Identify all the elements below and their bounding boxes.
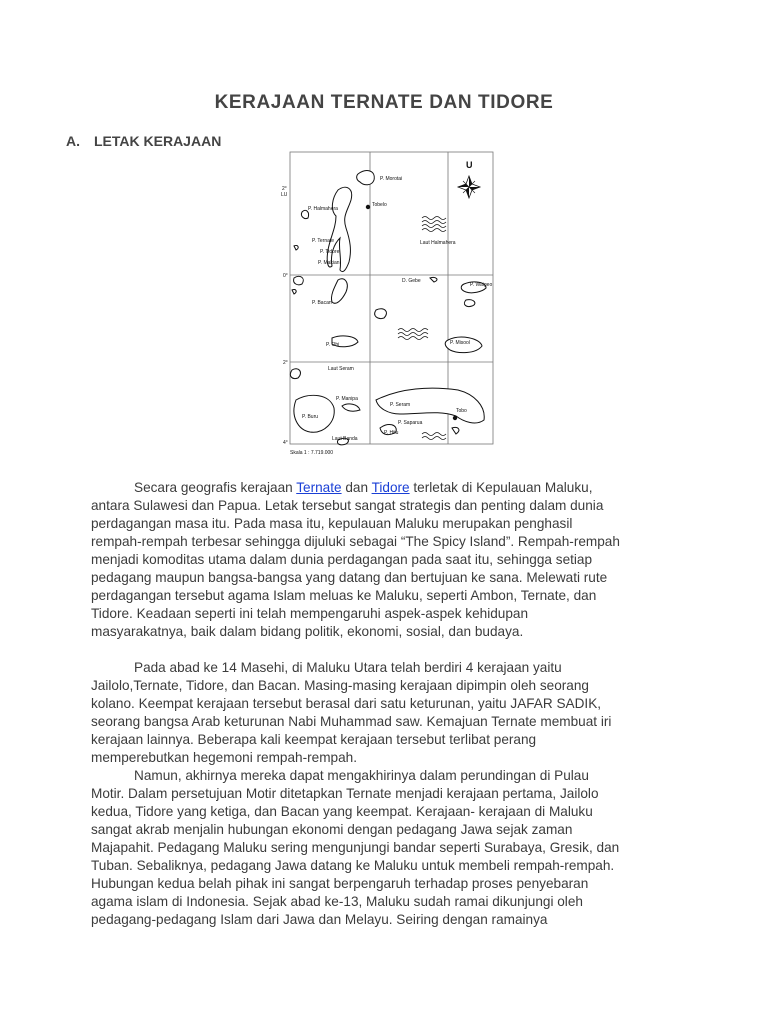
tobelo-marker <box>366 205 370 209</box>
p2-line-2: Jailolo,Ternate, Tidore, dan Bacan. Masing-masing kerajaan dipimpin oleh seorang <box>91 678 589 693</box>
p3-line-7: Hubungan kedua belah pihak ini sangat berpengaruh terhadap proses penyebaran <box>91 876 589 891</box>
p3-line-6: Tuban. Sebaliknya, pedagang Jawa datang ke Maluku untuk membeli rempah-rempah. <box>91 858 615 873</box>
small-island-w3 <box>294 276 304 284</box>
label-manipa: P. Manipa <box>336 396 358 402</box>
label-laut-seram: Laut Seram <box>328 366 354 372</box>
body-text <box>91 479 691 929</box>
label-gebe: D. Gebe <box>402 278 421 284</box>
manipa-island <box>342 404 360 411</box>
p3-line-3: kedua, Tidore yang ketiga, dan Bacan yang keempat. Kerajaan- kerajaan di Maluku <box>91 804 593 819</box>
page-title: KERAJAAN TERNATE DAN TIDORE <box>214 92 554 113</box>
section-number: A. <box>66 133 80 149</box>
label-laut-halmahera: Laut Halmahera <box>420 240 456 246</box>
p2-line-6: memperebutkan hegemoni rempah-rempah. <box>91 750 357 765</box>
maluku-map <box>280 150 495 460</box>
small-island-sw <box>290 369 300 379</box>
p3-line-8: agama islam di Indonesia. Sejak abad ke-13, Maluku sudah ramai dikunjungi oleh <box>91 894 583 909</box>
p3-line-4: sangat akrab menjalin hubungan ekonomi dengan pedagang Jawa sejak zaman <box>91 822 573 837</box>
p2-line-5: kerajaan lainnya. Beberapa kali keempat kerajaan tersebut terlibat perang <box>91 732 537 747</box>
p3-line-1: Namun, akhirnya mereka dapat mengakhirinya dalam perundingan di Pulau <box>134 768 589 783</box>
tobo-marker <box>453 416 457 420</box>
paragraph-1 <box>91 479 691 641</box>
morotai-island <box>357 171 375 185</box>
label-tidore: P. Tidore <box>320 249 340 255</box>
p1-line-5: menjadi komoditas utama dalam dunia perdagangan pada saat itu, sehingga setiap <box>91 552 593 567</box>
small-island-c3 <box>464 300 474 307</box>
map-figure <box>280 150 495 460</box>
label-hitu: P. Hitu <box>384 430 399 436</box>
label-ternate: P. Ternate <box>312 238 335 244</box>
label-laut-banda: Laut Banda <box>332 436 358 442</box>
label-misool: P. Misool <box>450 340 470 346</box>
p1-line-2: antara Sulawesi dan Papua. Letak tersebut sangat strategis dan penting dalam dunia <box>91 498 604 513</box>
label-halmahera: P. Halmahera <box>308 206 338 212</box>
small-island-c2 <box>430 277 437 282</box>
p1-line-1: Secara geografis kerajaan Ternate dan Tidore terletak di Kepulauan Maluku, <box>134 480 593 495</box>
paragraph-3 <box>91 767 691 929</box>
p1-line-4: rempah-rempah terbesar sehingga dijuluki sebagai “The Spicy Island”. Rempah-rempah <box>91 534 620 549</box>
p3-line-2: Motir. Dalam persetujuan Motir ditetapkan Ternate menjadi kerajaan pertama, Jailolo <box>91 786 599 801</box>
label-obi: P. Obi <box>326 342 340 348</box>
latitude-labels <box>281 186 288 446</box>
label-saparua: P. Saparua <box>398 420 423 426</box>
p1-line-8: Tidore. Keadaan seperti ini telah mempengaruhi aspek-aspek kehidupan <box>91 606 529 621</box>
section-heading-label: LETAK KERAJAAN <box>94 133 222 149</box>
bacan-island <box>331 279 347 304</box>
small-island-w4 <box>292 289 296 294</box>
label-bacan: P. Bacan <box>312 300 332 306</box>
ternate-link[interactable]: Ternate <box>296 480 342 495</box>
small-island-w2 <box>294 245 298 250</box>
p1-line-9: masyarakatnya, baik dalam bidang politik, ekonomi, sosial, dan budaya. <box>91 624 524 639</box>
p2-line-3: kolano. Keempat kerajaan tersebut berasal dari satu keturunan, yaitu JAFAR SADIK, <box>91 696 602 711</box>
p2-line-1: Pada abad ke 14 Masehi, di Maluku Utara telah berdiri 4 kerajaan yaitu <box>134 660 562 675</box>
lat-label-2s: 2° <box>283 360 288 366</box>
p3-line-9: pedagang-pedagang Islam dari Jawa dan Melayu. Seiring dengan ramainya <box>91 912 548 927</box>
north-label: U <box>466 160 473 170</box>
lat-label-4s: 4° <box>283 440 288 446</box>
label-waigeo: P. Waigeo <box>470 282 493 288</box>
p1-line-6: pedagang maupun bangsa-bangsa yang datang dan bertujuan ke sana. Melewati rute <box>91 570 608 585</box>
small-island-se <box>452 427 459 434</box>
p3-line-5: Majapahit. Pedagang Maluku sering mengunjungi bandar seperti Surabaya, Gresik, dan <box>91 840 620 855</box>
label-seram: P. Seram <box>390 402 411 408</box>
label-morotai: P. Morotai <box>380 176 403 182</box>
map-scale: Skala 1 : 7.719.000 <box>290 450 334 456</box>
p2-line-4: seorang bangsa Arab keturunan Nabi Muhammad saw. Kemajuan Ternate membuat iri <box>91 714 612 729</box>
paragraph-2 <box>91 659 691 767</box>
p1-line-7: perdagangan tersebut agama Islam meluas ke Maluku, seperti Ambon, Ternate, dan <box>91 588 597 603</box>
halmahera-island <box>327 187 351 271</box>
lat-label-2n: 2° <box>282 186 287 192</box>
label-tobelo: Tobelo <box>372 202 387 208</box>
lat-label-lu: LU <box>281 192 288 198</box>
label-buru: P. Buru <box>302 414 319 420</box>
small-island-c1 <box>375 309 387 319</box>
lat-label-0: 0° <box>283 273 288 279</box>
section-heading <box>66 133 221 149</box>
tidore-link[interactable]: Tidore <box>371 480 410 495</box>
label-makian: P. Makian <box>318 260 340 266</box>
label-tobo: Tobo <box>456 408 467 414</box>
p1-line-3: perdagangan masa itu. Pada masa itu, kepulauan Maluku merupakan penghasil <box>91 516 573 531</box>
compass-rose-icon <box>458 160 480 198</box>
